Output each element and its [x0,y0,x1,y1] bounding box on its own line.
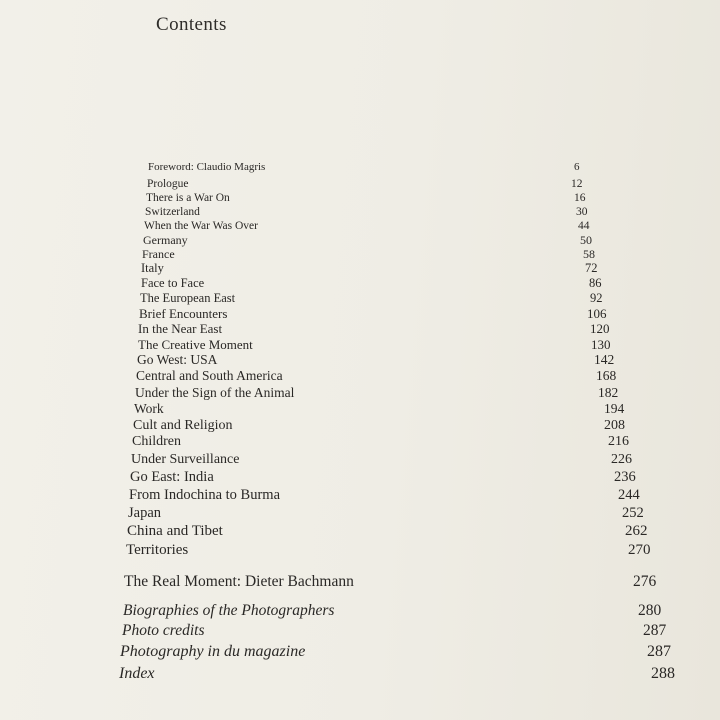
toc-entry-title: Work [134,401,164,416]
toc-entry-page-number: 236 [614,469,636,485]
toc-entry-page-number: 208 [604,418,625,433]
toc-entry-title: Children [132,434,181,449]
toc-entry-page-number: 276 [633,573,657,590]
toc-entry-title: Photo credits [122,622,205,639]
toc-entry-page-number: 280 [638,602,662,619]
toc-entry-title: China and Tibet [127,523,223,539]
toc-entry-title: Under the Sign of the Animal [135,385,295,400]
toc-entry-page-number: 182 [598,385,619,400]
toc-entry-title: Japan [128,505,162,521]
toc-entry-title: Brief Encounters [139,306,228,321]
toc-entry-page-number: 216 [608,434,629,449]
page-heading: Contents [156,14,227,35]
toc-entry-title: France [142,247,175,261]
toc-entry-page-number: 58 [583,247,595,261]
toc-entry-title: From Indochina to Burma [129,487,281,503]
toc-entry-title: Go West: USA [137,352,218,367]
toc-entry-title: Foreword: Claudio Magris [148,161,266,173]
toc-entry-title: Switzerland [145,206,200,218]
toc-entry-title: Biographies of the Photographers [123,602,335,619]
toc-entry-page-number: 287 [647,643,671,660]
toc-entry-title: Face to Face [141,276,205,290]
toc-entry-title: Territories [126,542,189,558]
toc-entry-page-number: 50 [580,233,592,247]
toc-entry-title: Photography in du magazine [120,643,306,660]
toc-entry-title: Prologue [147,178,189,190]
toc-entry-title: Index [119,665,155,682]
toc-entry-page-number: 262 [625,523,648,539]
toc-entry-title: Central and South America [136,368,283,383]
toc-entry-page-number: 194 [604,401,625,416]
toc-entry-title: The European East [140,291,236,305]
toc-entry-page-number: 30 [576,206,588,218]
toc-entry-title: Cult and Religion [133,418,233,433]
toc-entry-title: When the War Was Over [144,220,258,232]
toc-entry-page-number: 16 [574,192,586,204]
toc-entry-page-number: 92 [590,291,603,305]
toc-entry-page-number: 252 [622,505,644,521]
toc-entry-page-number: 270 [628,542,651,558]
toc-entry-page-number: 72 [585,261,598,275]
toc-entry-title: Italy [141,261,164,275]
toc-entry-page-number: 226 [611,452,632,467]
toc-entry-page-number: 288 [651,665,675,682]
toc-entry-title: In the Near East [138,321,223,336]
toc-entry-title: The Real Moment: Dieter Bachmann [124,573,354,590]
toc-entry-page-number: 244 [618,487,640,503]
toc-entry-title: Germany [143,233,188,247]
toc-entry-title: Go East: India [130,469,214,485]
toc-entry-page-number: 106 [587,306,607,321]
toc-entry-page-number: 130 [591,337,611,352]
toc-entry-page-number: 142 [594,352,615,367]
toc-entry-page-number: 168 [596,368,617,383]
toc-entry-page-number: 120 [590,321,610,336]
toc-entry-page-number: 287 [643,622,667,639]
toc-entry-page-number: 6 [574,161,580,173]
toc-entry-page-number: 86 [589,276,602,290]
toc-entry-title: The Creative Moment [138,337,253,352]
toc-entry-page-number: 44 [578,220,590,232]
toc-entry-title: Under Surveillance [131,452,240,467]
toc-entry-page-number: 12 [571,178,583,190]
toc-entry-title: There is a War On [146,192,230,204]
